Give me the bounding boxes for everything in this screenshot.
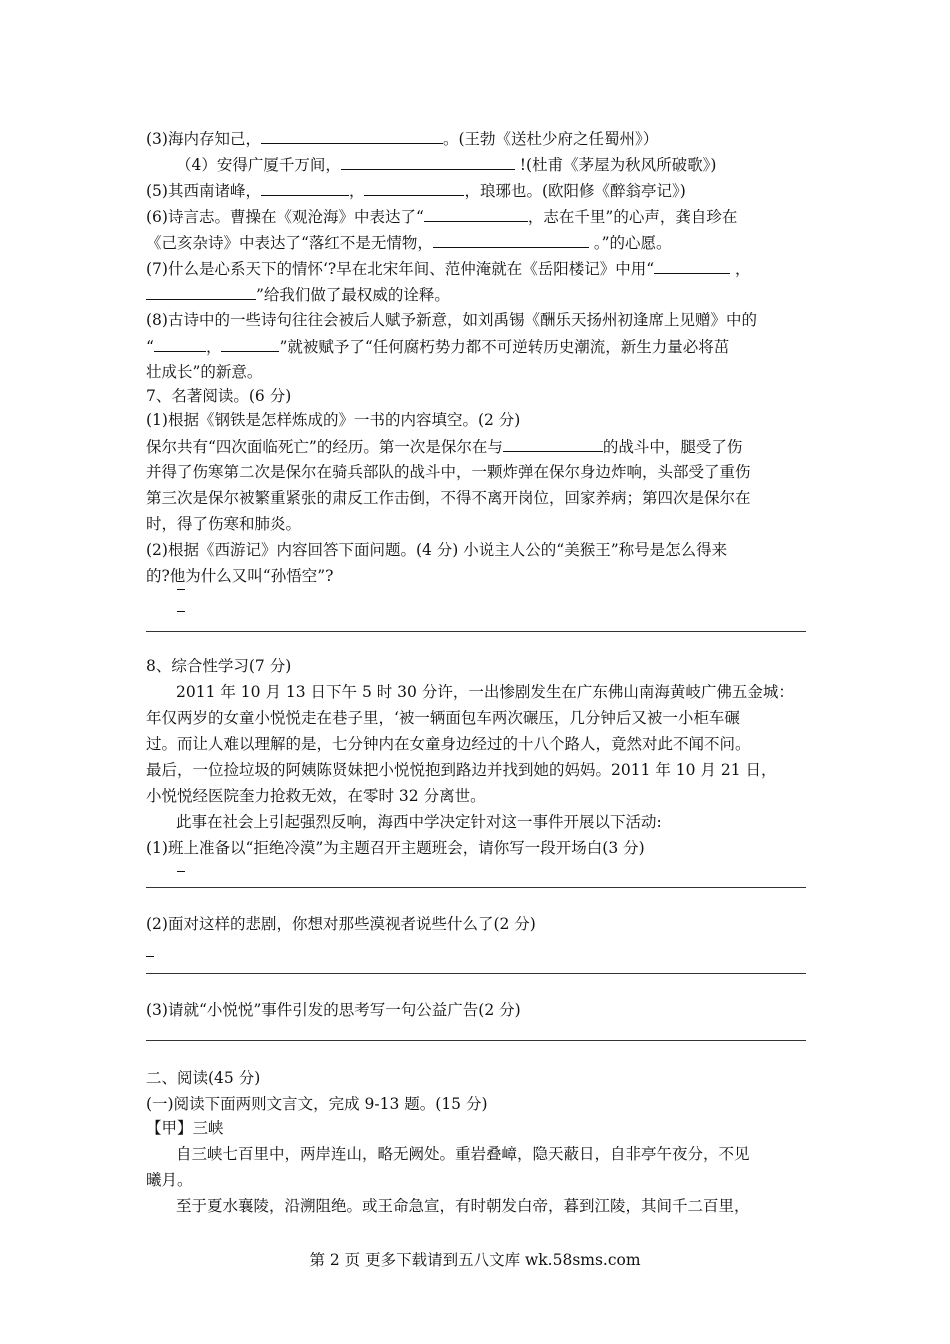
answer-blank[interactable] (261, 128, 443, 144)
q6-item-8-line2: “ ， ”就被赋予了“任何腐朽势力都不可逆转历史潮流，新生力量必将茁 (146, 338, 730, 356)
answer-blank[interactable] (503, 436, 603, 452)
passage-text-3: 至于夏水襄陵，沿溯阻绝。或王命急宣，有时朝发白帝，暮到江陵，其间千二百里， (176, 1197, 750, 1215)
q6-item-8-line1: (8)古诗中的一些诗句往往会被后人赋予新意，如刘禹锡《酬乐天扬州初逢席上见赠》中的 (146, 311, 757, 329)
q7-part2-prompt-2: 的?他为什么又叫“孙悟空”? (146, 567, 334, 585)
q6-item-3: (3)海内存知己， 。(王勃《送杜少府之任蜀州》） (146, 130, 659, 148)
answer-blank[interactable] (433, 232, 589, 248)
answer-line[interactable] (146, 887, 806, 888)
answer-blank[interactable] (146, 284, 256, 300)
q7-part1-text-3: 第三次是保尔被繁重紧张的肃反工作击倒，不得不离开岗位，回家养病；第四次是保尔在 (146, 489, 751, 507)
passage-text-2: 曦月。 (146, 1171, 193, 1189)
answer-mark (177, 611, 185, 612)
answer-blank[interactable] (261, 180, 349, 196)
q8-story-5: 小悦悦经医院奎力抢救无效，在零时 32 分离世。 (146, 787, 486, 805)
q7-part1-text-1: 保尔共有“四次面临死亡”的经历。第一次是保尔在与 的战斗中，腿受了伤 (146, 438, 743, 456)
q7-title: 7、名著阅读。(6 分) (146, 387, 292, 405)
page-footer: 第 2 页 更多下载请到五八文库 wk.58sms.com (309, 1251, 641, 1269)
q6-item-5: (5)其西南诸峰， ， ，琅琊也。(欧阳修《醉翁亭记》) (146, 182, 686, 200)
passage-jia-title: 【甲】三峡 (146, 1119, 224, 1137)
q8-activity-2: (2)面对这样的悲剧，你想对那些漠视者说些什么了(2 分) (146, 915, 536, 933)
answer-blank[interactable] (221, 336, 279, 352)
q6-item-4: （4）安得广厦千万间， !(杜甫《茅屋为秋风所破歌》) (176, 156, 717, 174)
answer-mark (177, 589, 185, 590)
q8-story-2: 年仅两岁的女童小悦悦走在巷子里，‘被一辆面包车两次碾压，几分钟后又被一小柜车碾 (146, 709, 740, 727)
answer-blank[interactable] (154, 336, 206, 352)
answer-blank[interactable] (341, 154, 515, 170)
q7-part1-text-2: 并得了伤寒第二次是保尔在骑兵部队的战斗中，一颗炸弹在保尔身边炸响，头部受了重伤 (146, 463, 751, 481)
answer-blank[interactable] (654, 258, 730, 274)
passage-text-1: 自三峡七百里中，两岸连山，略无阙处。重岩叠嶂，隐天蔽日，自非亭午夜分，不见 (176, 1145, 750, 1163)
answer-line[interactable] (146, 973, 806, 974)
answer-line[interactable] (146, 631, 806, 632)
q6-item-7-line1: (7)什么是心系天下的情怀‘?早在北宋年间、范仲淹就在《岳阳楼记》中用“ ， (146, 260, 751, 278)
q7-part2-prompt-1: (2)根据《西游记》内容回答下面问题。(4 分) 小说主人公的“美猴王”称号是怎么得来 (146, 541, 728, 559)
q8-activity-3: (3)请就“小悦悦”事件引发的思考写一句公益广告(2 分) (146, 1001, 521, 1019)
reading-subtitle: (一)阅读下面两则文言文，完成 9-13 题。(15 分) (146, 1095, 488, 1113)
q8-story-6: 此事在社会上引起强烈反响，海西中学决定针对这一事件开展以下活动: (176, 813, 662, 831)
answer-blank[interactable] (364, 180, 464, 196)
q8-title: 8、综合性学习(7 分) (146, 657, 292, 675)
answer-mark (146, 956, 154, 957)
reading-title: 二、阅读(45 分) (146, 1069, 261, 1087)
q8-story-4: 最后，一位捡垃圾的阿姨陈贤妹把小悦悦抱到路边并找到她的妈妈。2011 年 10 月 21 日， (146, 761, 777, 779)
q7-part1-text-4: 时，得了伤寒和肺炎。 (146, 515, 302, 533)
q8-story-3: 过。而让人难以理解的是，七分钟内在女童身边经过的十八个路人，竟然对此不闻不问。 (146, 735, 751, 753)
answer-mark (177, 871, 185, 872)
q6-item-7-line2: ”给我们做了最权威的诠释。 (146, 284, 450, 305)
q8-activity-1: (1)班上准备以“拒绝冷漠”为主题召开主题班会，请你写一段开场白(3 分) (146, 839, 645, 857)
q6-item-6-line2: 《己亥杂诗》中表达了“落红不是无情物， 。”的心愿。 (146, 234, 672, 252)
answer-line[interactable] (146, 1040, 806, 1041)
answer-blank[interactable] (424, 206, 528, 222)
q6-item-8-line3: 壮成长”的新意。 (146, 363, 263, 381)
q6-item-6-line1: (6)诗言志。曹操在《观沧海》中表达了“ ，志在千里”的心声，龚自珍在 (146, 208, 738, 226)
q8-story-1: 2011 年 10 月 13 日下午 5 时 30 分许，一出惨剧发生在广东佛山南海黄岐广佛五金城： (176, 683, 794, 701)
q7-part1-prompt: (1)根据《钢铁是怎样炼成的》一书的内容填空。(2 分) (146, 411, 521, 429)
